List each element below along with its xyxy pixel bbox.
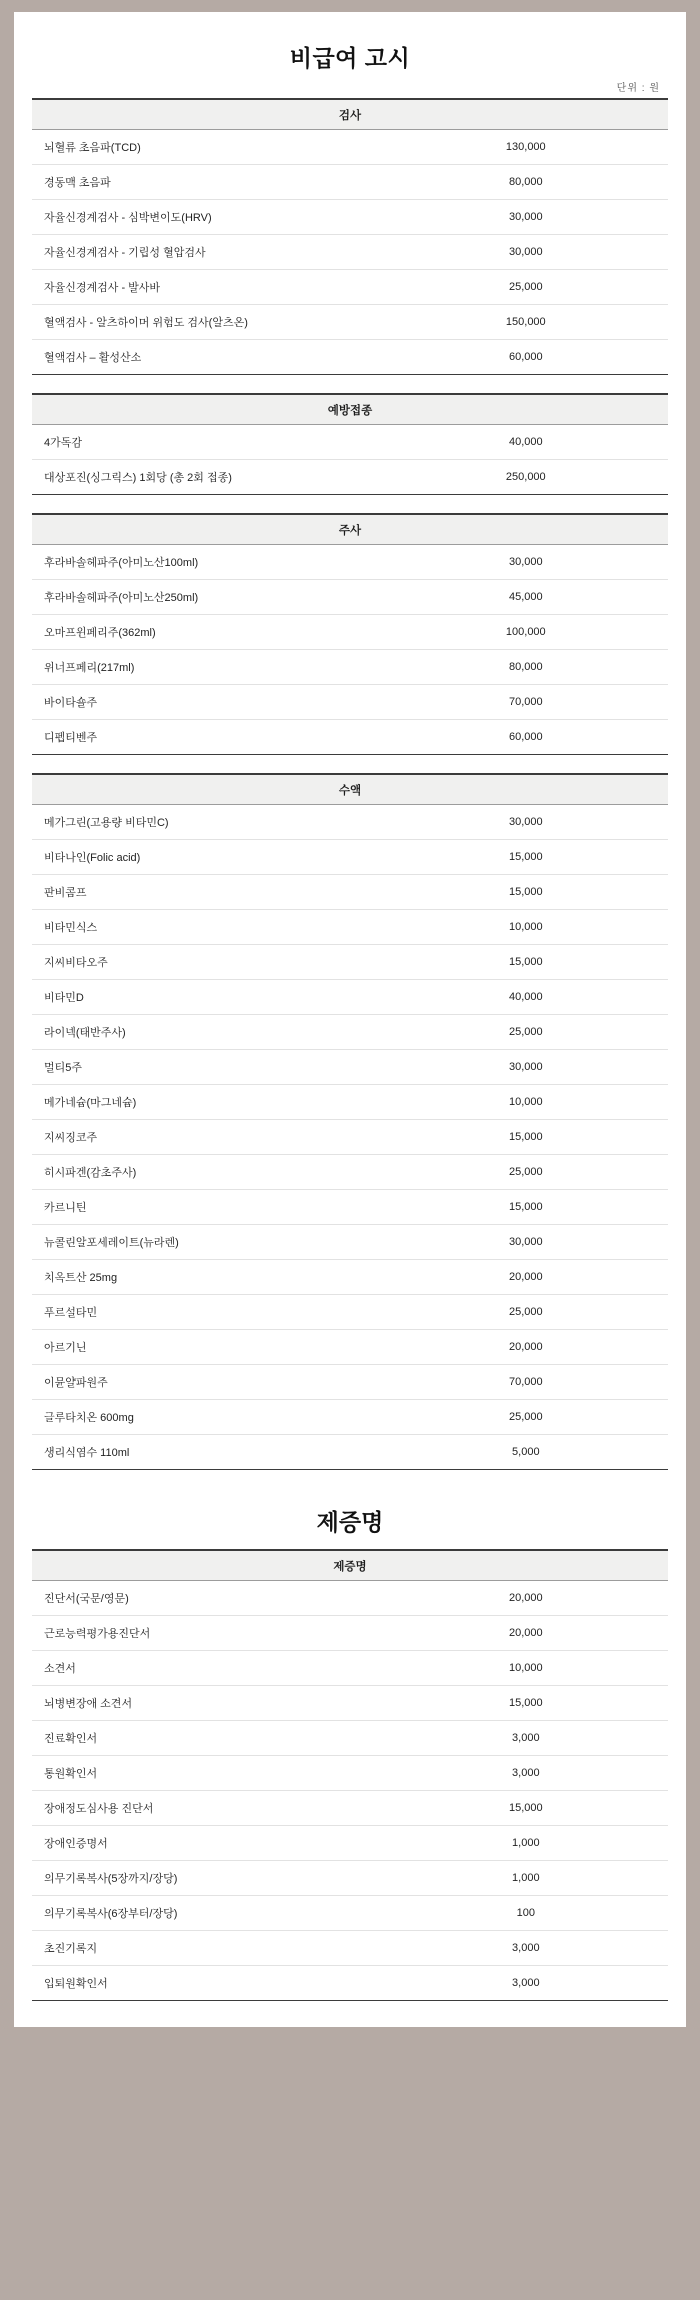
table-row xyxy=(32,1015,668,1050)
item-name: 지씨비타오주 xyxy=(32,945,414,980)
item-name: 통원확인서 xyxy=(32,1756,414,1791)
item-price: 1,000 xyxy=(414,1826,668,1861)
item-price: 15,000 xyxy=(414,1686,668,1721)
table-row xyxy=(32,1826,668,1861)
table-row xyxy=(32,1085,668,1120)
item-name: 디펩티벤주 xyxy=(32,720,414,755)
table-row xyxy=(32,980,668,1015)
item-price: 3,000 xyxy=(414,1931,668,1966)
item-name: 근로능력평가용진단서 xyxy=(32,1616,414,1651)
item-name: 지씨징코주 xyxy=(32,1120,414,1155)
item-price: 15,000 xyxy=(414,840,668,875)
item-price: 30,000 xyxy=(414,545,668,580)
section-spacer xyxy=(14,495,686,513)
item-name: 이뮨얄파원주 xyxy=(32,1365,414,1400)
item-name: 뇌혈류 초음파(TCD) xyxy=(32,130,414,165)
item-price: 70,000 xyxy=(414,1365,668,1400)
item-name: 입퇴원확인서 xyxy=(32,1966,414,2001)
item-price: 20,000 xyxy=(414,1260,668,1295)
price-sections xyxy=(14,98,686,1470)
section-spacer xyxy=(14,755,686,773)
section-header-row xyxy=(32,99,668,130)
item-name: 아르기닌 xyxy=(32,1330,414,1365)
table-row xyxy=(32,840,668,875)
certificates-section xyxy=(14,1549,686,2001)
item-name: 대상포진(싱그릭스) 1회당 (총 2회 접종) xyxy=(32,460,414,495)
item-name: 진료확인서 xyxy=(32,1721,414,1756)
item-name: 치옥트산 25mg xyxy=(32,1260,414,1295)
item-name: 멀티5주 xyxy=(32,1050,414,1085)
section-header-label: 주사 xyxy=(32,514,668,545)
table-row xyxy=(32,305,668,340)
item-price: 1,000 xyxy=(414,1861,668,1896)
price-table xyxy=(32,513,668,755)
unit-note: 단위 : 원 xyxy=(616,83,660,94)
section-header-row xyxy=(32,514,668,545)
item-price: 20,000 xyxy=(414,1616,668,1651)
item-price: 30,000 xyxy=(414,235,668,270)
table-row xyxy=(32,1931,668,1966)
table-row xyxy=(32,650,668,685)
item-name: 진단서(국문/영문) xyxy=(32,1581,414,1616)
section-header-row xyxy=(32,394,668,425)
table-row xyxy=(32,615,668,650)
item-price: 150,000 xyxy=(414,305,668,340)
item-name: 자율신경계검사 - 심박변이도(HRV) xyxy=(32,200,414,235)
item-price: 10,000 xyxy=(414,1651,668,1686)
table-row xyxy=(32,1225,668,1260)
table-row xyxy=(32,460,668,495)
item-name: 후라바솔헤파주(아미노산100ml) xyxy=(32,545,414,580)
section-spacer xyxy=(14,375,686,393)
item-name: 히시파겐(감초주사) xyxy=(32,1155,414,1190)
item-price: 10,000 xyxy=(414,1085,668,1120)
item-price: 25,000 xyxy=(414,270,668,305)
item-name: 뇌병변장애 소견서 xyxy=(32,1686,414,1721)
item-name: 판비콤프 xyxy=(32,875,414,910)
table-row xyxy=(32,1651,668,1686)
section-header-row xyxy=(32,1550,668,1581)
item-name: 비타민D xyxy=(32,980,414,1015)
section-header-label: 수액 xyxy=(32,774,668,805)
table-row xyxy=(32,1050,668,1085)
item-price: 10,000 xyxy=(414,910,668,945)
table-row xyxy=(32,1686,668,1721)
table-row xyxy=(32,1435,668,1470)
table-row xyxy=(32,1581,668,1616)
item-name: 4가독감 xyxy=(32,425,414,460)
section-header-label: 제증명 xyxy=(32,1550,668,1581)
item-price: 40,000 xyxy=(414,425,668,460)
section-header-label: 예방접종 xyxy=(32,394,668,425)
table-row xyxy=(32,1791,668,1826)
item-price: 30,000 xyxy=(414,1225,668,1260)
table-row xyxy=(32,805,668,840)
item-price: 60,000 xyxy=(414,720,668,755)
item-name: 장애정도심사용 진단서 xyxy=(32,1791,414,1826)
item-name: 라이넥(태반주사) xyxy=(32,1015,414,1050)
table-row xyxy=(32,685,668,720)
item-price: 3,000 xyxy=(414,1966,668,2001)
section-header-label: 검사 xyxy=(32,99,668,130)
item-price: 70,000 xyxy=(414,685,668,720)
item-name: 의무기록복사(5장까지/장당) xyxy=(32,1861,414,1896)
table-row xyxy=(32,720,668,755)
item-price: 100 xyxy=(414,1896,668,1931)
table-row xyxy=(32,1260,668,1295)
item-name: 푸르설타민 xyxy=(32,1295,414,1330)
table-row xyxy=(32,270,668,305)
table-row xyxy=(32,1966,668,2001)
item-name: 초진기록지 xyxy=(32,1931,414,1966)
table-row xyxy=(32,1721,668,1756)
table-row xyxy=(32,545,668,580)
item-name: 혈액검사 – 활성산소 xyxy=(32,340,414,375)
item-price: 250,000 xyxy=(414,460,668,495)
item-price: 25,000 xyxy=(414,1155,668,1190)
price-table xyxy=(32,393,668,495)
item-name: 바이타숄주 xyxy=(32,685,414,720)
item-name: 메가네슘(마그네슘) xyxy=(32,1085,414,1120)
certificates-title: 제증명 xyxy=(316,1509,384,1535)
item-name: 의무기록복사(6장부터/장당) xyxy=(32,1896,414,1931)
table-row xyxy=(32,1155,668,1190)
item-price: 15,000 xyxy=(414,1190,668,1225)
table-row xyxy=(32,340,668,375)
item-name: 자율신경계검사 - 기립성 혈압검사 xyxy=(32,235,414,270)
item-name: 뉴콜린알포세레이트(뉴라렌) xyxy=(32,1225,414,1260)
item-price: 25,000 xyxy=(414,1400,668,1435)
table-row xyxy=(32,945,668,980)
item-price: 130,000 xyxy=(414,130,668,165)
item-price: 25,000 xyxy=(414,1295,668,1330)
document-sheet xyxy=(14,12,686,2027)
table-row xyxy=(32,1756,668,1791)
price-table xyxy=(32,773,668,1470)
table-row xyxy=(32,1120,668,1155)
item-name: 글루타치온 600mg xyxy=(32,1400,414,1435)
table-row xyxy=(32,425,668,460)
item-price: 20,000 xyxy=(414,1581,668,1616)
table-row xyxy=(32,130,668,165)
item-price: 15,000 xyxy=(414,1120,668,1155)
table-row xyxy=(32,910,668,945)
item-price: 100,000 xyxy=(414,615,668,650)
table-row xyxy=(32,1861,668,1896)
item-name: 장애인증명서 xyxy=(32,1826,414,1861)
item-name: 메가그린(고용량 비타민C) xyxy=(32,805,414,840)
item-name: 비타나인(Folic acid) xyxy=(32,840,414,875)
price-table xyxy=(32,98,668,375)
item-price: 25,000 xyxy=(414,1015,668,1050)
item-name: 오마프윈페리주(362ml) xyxy=(32,615,414,650)
item-price: 60,000 xyxy=(414,340,668,375)
page-title: 비급여 고시 xyxy=(289,45,411,71)
table-row xyxy=(32,580,668,615)
item-price: 40,000 xyxy=(414,980,668,1015)
table-row xyxy=(32,1365,668,1400)
item-price: 45,000 xyxy=(414,580,668,615)
item-price: 20,000 xyxy=(414,1330,668,1365)
item-name: 경동맥 초음파 xyxy=(32,165,414,200)
table-row xyxy=(32,1190,668,1225)
table-row xyxy=(32,875,668,910)
table-row xyxy=(32,200,668,235)
item-name: 혈액검사 - 알츠하이머 위험도 검사(알츠온) xyxy=(32,305,414,340)
item-name: 자율신경계검사 - 발사바 xyxy=(32,270,414,305)
item-price: 3,000 xyxy=(414,1721,668,1756)
item-price: 15,000 xyxy=(414,945,668,980)
table-row xyxy=(32,1896,668,1931)
item-price: 80,000 xyxy=(414,650,668,685)
section-header-row xyxy=(32,774,668,805)
item-name: 비타민식스 xyxy=(32,910,414,945)
item-name: 위너프페리(217ml) xyxy=(32,650,414,685)
item-name: 카르니틴 xyxy=(32,1190,414,1225)
table-row xyxy=(32,1400,668,1435)
item-price: 30,000 xyxy=(414,1050,668,1085)
item-price: 80,000 xyxy=(414,165,668,200)
item-price: 30,000 xyxy=(414,805,668,840)
table-row xyxy=(32,235,668,270)
table-row xyxy=(32,165,668,200)
table-row xyxy=(32,1616,668,1651)
item-name: 소견서 xyxy=(32,1651,414,1686)
item-name: 후라바솔헤파주(아미노산250ml) xyxy=(32,580,414,615)
item-price: 3,000 xyxy=(414,1756,668,1791)
table-row xyxy=(32,1295,668,1330)
price-table xyxy=(32,1549,668,2001)
item-price: 15,000 xyxy=(414,875,668,910)
item-name: 생리식염수 110ml xyxy=(32,1435,414,1470)
table-row xyxy=(32,1330,668,1365)
item-price: 5,000 xyxy=(414,1435,668,1470)
item-price: 15,000 xyxy=(414,1791,668,1826)
item-price: 30,000 xyxy=(414,200,668,235)
